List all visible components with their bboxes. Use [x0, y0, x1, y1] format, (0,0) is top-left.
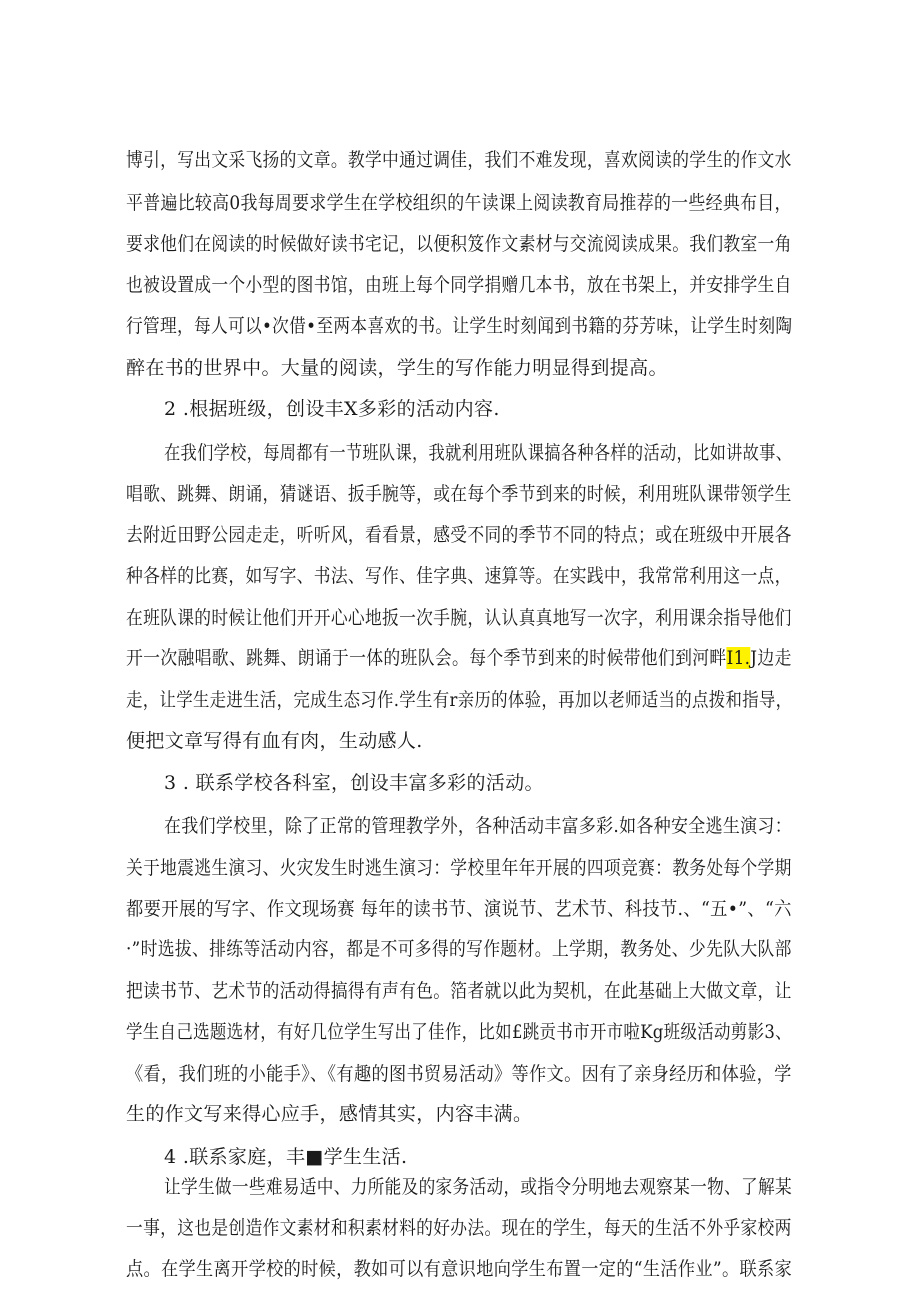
section-heading-3: 3 . 联系学校各科室，创设丰富多彩的活动。 — [164, 772, 544, 794]
paragraph-3-line-4: ·”时选拔、排练等活动内容，都是不可多得的写作题材。上学期，教务处、少先队大队部 — [126, 938, 792, 960]
paragraph-2-line-5: 在班队课的时候让他们开开心心地扳一次手腕，认认真真地写一次字，利用课余指导他们 — [126, 607, 792, 629]
paragraph-4-line-3: 点。在学生离开学校的时候，教如可以有意识地向学生布置一定的“生活作业”。联系家 — [126, 1258, 793, 1280]
paragraph-2-line-7: 走，让学生走进生活，完成生态习作.学生有r亲历的体验，再加以老师适当的点拨和指导， — [126, 689, 793, 711]
paragraph-2-line-6-tail: J边走 — [750, 647, 792, 669]
paragraph-3-line-1: 在我们学校里，除了正常的管理教学外，各种活动丰富多彩.如各种安全逃生演习： — [164, 815, 792, 837]
paragraph-2-line-4: 种各样的比赛，如写字、书法、写作、佳字典、速算等。在实践中，我常常利用这一点， — [126, 565, 792, 587]
section-heading-4: 4 .联系家庭，丰■学生生活. — [164, 1146, 408, 1168]
paragraph-2-line-1: 在我们学校，每周都有一节班队课，我就利用班队课搞各种各样的活动，比如讲故事、 — [164, 442, 793, 464]
paragraph-1-line-5: 行管理，每人可以•次借•至两本喜欢的书。让学生时刻闻到书籍的芬芳味，让学生时刻陶 — [126, 315, 793, 337]
paragraph-2-line-2: 唱歌、跳舞、朗诵，猜谜语、扳手腕等，或在每个季节到来的时候，利用班队课带领学生 — [126, 483, 792, 505]
paragraph-1-line-2: 平普遍比较高0我每周要求学生在学校组织的午读课上阅读教育局推荐的一些经典布目， — [126, 192, 792, 214]
section-heading-2: 2 .根据班级，创设丰X多彩的活动内容. — [164, 398, 500, 420]
highlighted-text: I1. — [726, 647, 751, 669]
paragraph-1-line-1: 博引，写出文采飞扬的文章。教学中通过调佳，我们不难发现，喜欢阅读的学生的作文水 — [126, 149, 792, 171]
paragraph-3-line-2: 关于地震逃生演习、火灾发生时逃生演习：学校里年年开展的四项竞赛：教务处每个学期 — [126, 857, 792, 879]
paragraph-1-line-3: 要求他们在阅读的时候做好读书宅记，以便积笈作文素材与交流阅读成果。我们教室一角 — [126, 233, 792, 255]
paragraph-2-line-6-text: 开一次融唱歌、跳舞、朗诵于一体的班队会。每个季节到来的时候带他们到河畔 — [126, 647, 727, 669]
paragraph-3-line-5: 把读书节、艺术节的活动得搞得有声有色。箔者就以此为契机，在此基础上大做文章，让 — [126, 980, 792, 1002]
paragraph-3-line-7: 《看，我们班的小能手》、《有趣的图书贸易活动》等作文。因有了亲身经历和体验，学 — [126, 1063, 792, 1085]
paragraph-2-line-3: 去附近田野公园走走，听听风，看看景，感受不同的季节不同的特点；或在班级中开展各 — [126, 524, 792, 546]
paragraph-3-line-3: 都要开展的写字、作文现场赛 每年的读书节、演说节、艺术节、科技节.、“五•”、“六 — [126, 898, 792, 920]
paragraph-4-line-1: 让学生做一些难易适中、力所能及的家务活动，或指令分明地去观察某一物、了解某 — [164, 1176, 792, 1198]
paragraph-3-line-6: 学生自己选题选材，有好几位学生写出了佳作，比如£跳贡书市开市啦Kg班级活动剪影3、 — [126, 1021, 792, 1043]
paragraph-4-line-2: 一事，这也是创造作文素材和积素材料的好办法。现在的学生，每天的生活不外乎家校两 — [126, 1217, 792, 1239]
paragraph-1-line-6: 醉在书的世界中。大量的阅读，学生的写作能力明显得到提高。 — [126, 357, 668, 379]
paragraph-2-line-6 — [126, 646, 792, 670]
paragraph-2-line-8: 便把文章写得有血有肉，生动感人. — [126, 730, 423, 752]
paragraph-3-line-8: 生的作文写来得心应手，感情其实，内容丰满。 — [126, 1103, 533, 1125]
paragraph-1-line-4: 也被设置成一个小型的图书馆，由班上每个同学捐赠几本书，放在书架上，并安排学生自 — [126, 274, 792, 296]
